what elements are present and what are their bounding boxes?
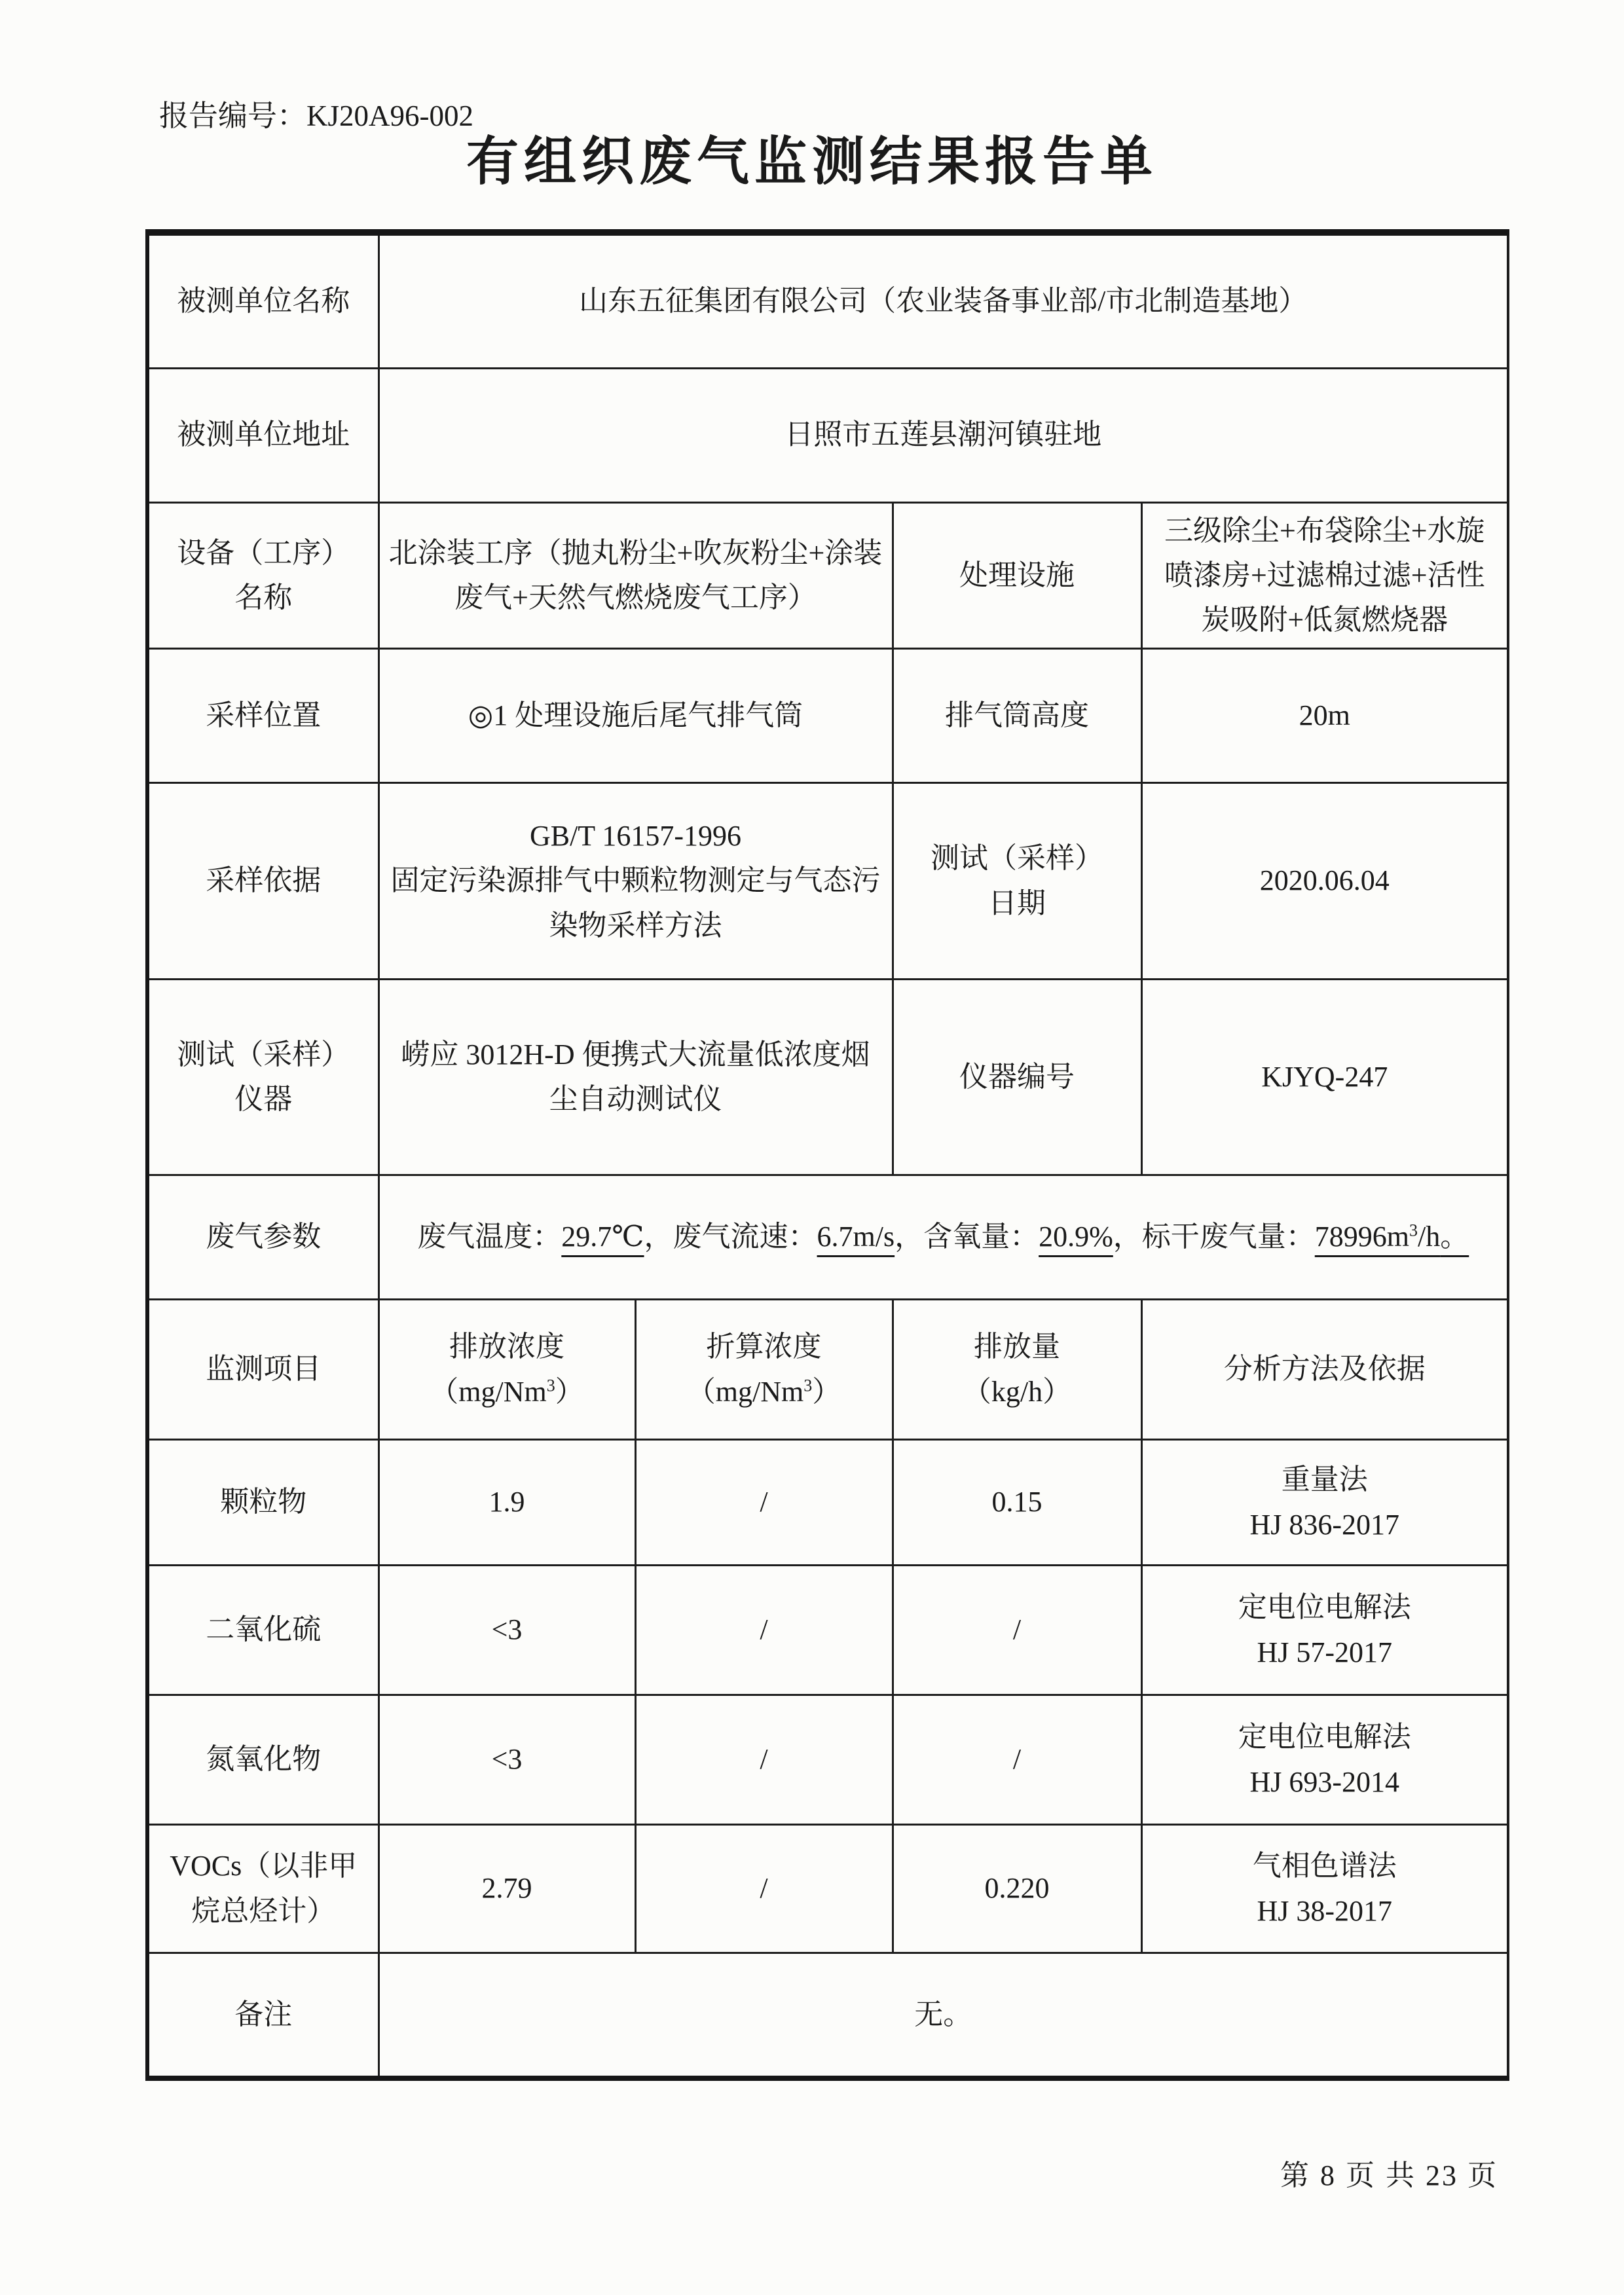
result-converted: / (635, 1825, 893, 1953)
gas-velocity-value: 6.7m/s (817, 1221, 895, 1253)
sampling-basis-label: 采样依据 (147, 783, 378, 980)
row-unit-name (147, 232, 1508, 368)
row-instrument (147, 980, 1508, 1175)
col-header-rate (893, 1300, 1141, 1440)
sampling-position-label: 采样位置 (147, 649, 378, 783)
test-date-value: 2020.06.04 (1141, 783, 1508, 980)
gas-params-value (378, 1175, 1508, 1300)
result-emission: <3 (378, 1695, 635, 1825)
result-emission: 2.79 (378, 1825, 635, 1953)
flow-value-period: 。 (1440, 1221, 1469, 1253)
instrument-number-label: 仪器编号 (893, 980, 1141, 1175)
unit-name-label: 被测单位名称 (147, 232, 378, 368)
result-emission: <3 (378, 1566, 635, 1695)
result-method (1141, 1440, 1508, 1566)
row-sampling-position (147, 649, 1508, 783)
oxygen-label: ，含氧量： (895, 1221, 1039, 1253)
result-converted: / (635, 1566, 893, 1695)
treatment-facility-label: 处理设施 (893, 502, 1141, 649)
result-rate: / (893, 1695, 1141, 1825)
flow-value-number: 78996m (1314, 1221, 1409, 1253)
result-rate: 0.220 (893, 1825, 1141, 1953)
test-date-label (893, 783, 1141, 980)
equipment-label-line2: 名称 (234, 581, 293, 614)
result-row-vocs (147, 1825, 1508, 1953)
gas-temp-label: 废气温度： (417, 1221, 562, 1253)
stack-height-value: 20m (1141, 649, 1508, 783)
method-name: 定电位电解法 (1238, 1721, 1411, 1753)
result-item: VOCs（以非甲烷总烃计） (147, 1825, 378, 1953)
treatment-facility-value: 三级除尘+布袋除尘+水旋喷漆房+过滤棉过滤+活性炭吸附+低氮燃烧器 (1141, 502, 1508, 649)
row-unit-address (147, 368, 1508, 502)
result-converted: / (635, 1695, 893, 1825)
result-method (1141, 1695, 1508, 1825)
emission-title: 排放浓度 (449, 1331, 564, 1363)
report-number-line (159, 98, 473, 134)
result-item: 二氧化硫 (147, 1566, 378, 1695)
result-row-particulate (147, 1440, 1508, 1566)
result-rate: 0.15 (893, 1440, 1141, 1566)
remark-label: 备注 (147, 1953, 378, 2078)
row-sampling-basis (147, 783, 1508, 980)
gas-params-label: 废气参数 (147, 1175, 378, 1300)
sampling-basis-method: 固定污染源排气中颗粒物测定与气态污染物采样方法 (390, 864, 881, 942)
test-date-label-line2: 日期 (988, 887, 1046, 919)
stack-height-label: 排气筒高度 (893, 649, 1141, 783)
result-converted: / (635, 1440, 893, 1566)
sampling-position-value: ◎1 处理设施后尾气排气筒 (378, 649, 893, 783)
monitoring-report-table (145, 229, 1509, 2081)
result-emission: 1.9 (378, 1440, 635, 1566)
col-header-item: 监测项目 (147, 1300, 378, 1440)
method-standard: HJ 836-2017 (1249, 1508, 1400, 1541)
sampling-basis-standard: GB/T 16157-1996 (529, 820, 742, 853)
equipment-label-line1: 设备（工序） (177, 536, 350, 569)
row-remark (147, 1953, 1508, 2078)
method-standard: HJ 693-2014 (1249, 1765, 1400, 1798)
method-name: 定电位电解法 (1238, 1591, 1411, 1624)
report-number-label: 报告编号： (159, 100, 307, 132)
remark-value: 无。 (378, 1953, 1508, 2078)
instrument-number-value: KJYQ-247 (1141, 980, 1508, 1175)
instrument-value: 崂应 3012H-D 便携式大流量低浓度烟尘自动测试仪 (378, 980, 893, 1175)
equipment-value: 北涂装工序（抛丸粉尘+吹灰粉尘+涂装废气+天然气燃烧废气工序） (378, 502, 893, 649)
flow-label: ，标干废气量： (1113, 1221, 1315, 1253)
col-header-converted (635, 1300, 893, 1440)
method-name: 气相色谱法 (1252, 1850, 1397, 1882)
gas-temp-value: 29.7℃ (561, 1221, 644, 1253)
method-name: 重量法 (1281, 1463, 1368, 1496)
flow-value (1315, 1221, 1469, 1253)
report-number-value: KJ20A96-002 (306, 100, 474, 132)
row-equipment (147, 502, 1508, 649)
result-item: 颗粒物 (147, 1440, 378, 1566)
row-results-header (147, 1300, 1508, 1440)
result-item: 氮氧化物 (147, 1695, 378, 1825)
oxygen-value: 20.9% (1039, 1221, 1113, 1253)
unit-address-label: 被测单位地址 (147, 368, 378, 502)
result-rate: / (893, 1566, 1141, 1695)
method-standard: HJ 57-2017 (1257, 1636, 1393, 1668)
result-row-so2 (147, 1566, 1508, 1695)
col-header-emission (378, 1300, 635, 1440)
test-date-label-line1: 测试（采样） (931, 842, 1103, 875)
col-header-method: 分析方法及依据 (1141, 1300, 1508, 1440)
emission-unit: （mg/Nm$^3$） (430, 1375, 584, 1408)
row-gas-params (147, 1175, 1508, 1300)
sampling-basis-value (378, 783, 893, 980)
method-standard: HJ 38-2017 (1257, 1894, 1393, 1927)
unit-address-value: 日照市五莲县潮河镇驻地 (378, 368, 1508, 502)
equipment-label (147, 502, 378, 649)
rate-title: 排放量 (974, 1331, 1060, 1363)
instrument-label-line2: 仪器 (234, 1083, 293, 1116)
flow-value-unit: /h (1418, 1221, 1441, 1253)
gas-velocity-label: ，废气流速： (644, 1221, 817, 1253)
rate-unit: （kg/h） (962, 1375, 1072, 1408)
result-row-nox (147, 1695, 1508, 1825)
converted-title: 折算浓度 (706, 1331, 822, 1363)
page-footer: 第 8 页 共 23 页 (1280, 2159, 1498, 2192)
result-method (1141, 1825, 1508, 1953)
unit-name-value: 山东五征集团有限公司（农业装备事业部/市北制造基地） (378, 232, 1508, 368)
converted-unit: （mg/Nm$^3$） (686, 1375, 841, 1408)
result-method (1141, 1566, 1508, 1695)
instrument-label-line1: 测试（采样） (177, 1038, 350, 1071)
instrument-label (147, 980, 378, 1175)
page-title: 有组织废气监测结果报告单 (466, 134, 1158, 191)
flow-value-superscript: 3 (1409, 1221, 1418, 1240)
